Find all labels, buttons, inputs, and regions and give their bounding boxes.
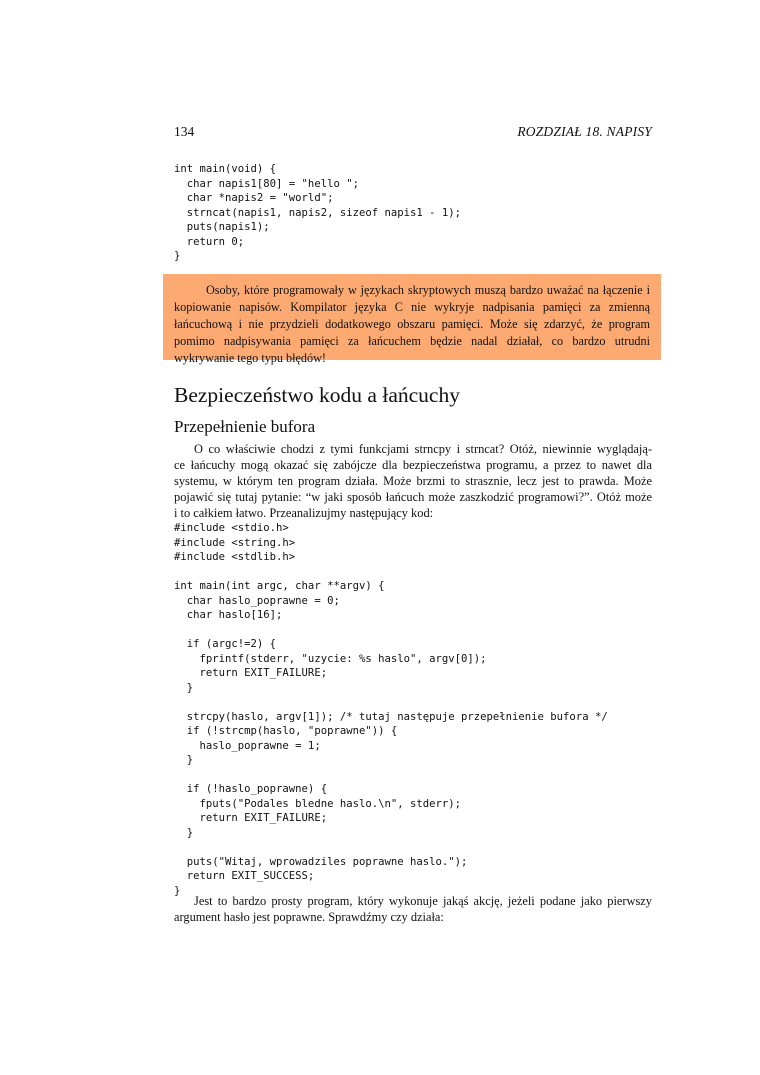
chapter-title: ROZDZIAŁ 18. NAPISY [517,124,652,139]
warning-note-box [163,274,661,365]
code-block-buffer-overflow: #include <stdio.h> #include <string.h> #include <stdlib.h> int main(int argc, char **argv) { char haslo_poprawne = 0; char haslo[16]; if (argc!=2) { fprintf(stderr, "uzycie: %s haslo", argv[0]); return EXIT_FAILURE; } strcpy(haslo, argv[1]); /* tutaj następuje przepełnienie bufora */ if (!strcmp(haslo, "poprawne")) { haslo_poprawne = 1; } if (!haslo_poprawne) { fputs("Podales bledne haslo.\n", stderr); return EXIT_FAILURE; } puts("Witaj, wprowadziles poprawne haslo."); return EXIT_SUCCESS; } [174,522,608,897]
paragraph-line: i to całkiem łatwo. Przeanalizujmy następujący kod: [174,506,434,520]
paragraph-line: pojawić się tutaj pytanie: “w jaki sposób łańcuch może zaszkodzić programowi?”. Otóż może [174,490,652,504]
paragraph-line: ce łańcuchy mogą okazać się zabójcze dla bezpieczeństwa programu, a przez to nawet dla [174,458,652,472]
paragraph-line: argument hasło jest poprawne. Sprawdźmy czy działa: [174,910,444,924]
paragraph-intro [174,441,652,521]
paragraph-line: Jest to bardzo prosty program, który wykonuje jakąś akcję, jeżeli podane jako pierwszy [194,894,652,908]
paragraph-line: O co właściwie chodzi z tymi funkcjami strncpy i strncat? Otóż, niewinnie wyglądają- [194,442,652,456]
warning-note-text: Osoby, które programowały w językach skryptowych muszą bardzo uważać na łączenie i kopiowanie napisów. Kompilator języka C nie wykryje nadpisania pamięci za zmienną łańcuchową i nie przydzieli dodatkowego obszaru pamięci. Może się zdarzyć, że program pomimo nadpisywania pamięci za łańcuchem będzie nadal działał, co bardzo utrudni wykrywanie tego typu błędów! [174,283,650,365]
paragraph-after-code [174,893,652,925]
subsection-title: Przepełnienie bufora [174,417,316,436]
page-header [174,124,652,142]
code-block-strncat: int main(void) { char napis1[80] = "hello "; char *napis2 = "world"; strncat(napis1, napis2, sizeof napis1 - 1); puts(napis1); return 0; } [174,163,462,262]
page-number: 134 [174,124,195,139]
paragraph-line: systemu, w którym ten program działa. Może brzmi to strasznie, lecz jest to prawda. Może [174,474,652,488]
section-title: Bezpieczeństwo kodu a łańcuchy [174,383,460,407]
